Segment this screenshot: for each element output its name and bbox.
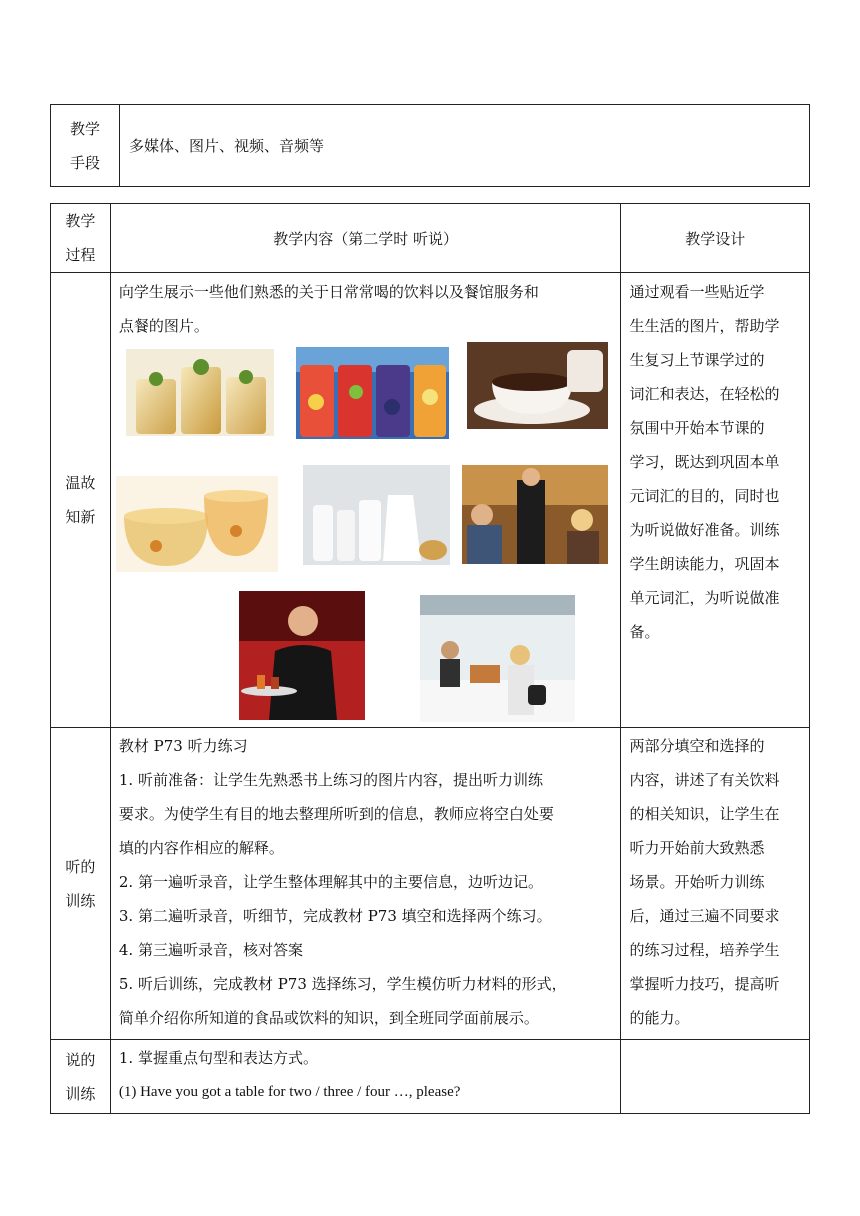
header-design bbox=[621, 204, 810, 273]
design-line: 学习，既达到巩固本单 bbox=[629, 453, 780, 471]
herbal-tea-photo bbox=[116, 476, 278, 572]
listening-line: 5. 听后训练，完成教材 P73 选择练习，学生模仿听力材料的形式， bbox=[118, 975, 567, 993]
teaching-means-table bbox=[50, 104, 810, 187]
teaching-means-label bbox=[51, 105, 120, 187]
speaking-label bbox=[51, 1040, 111, 1114]
header-process bbox=[51, 204, 111, 273]
design-line: 通过观看一些贴近学 bbox=[629, 283, 765, 301]
review-label bbox=[51, 273, 111, 728]
iced-tea-photo bbox=[126, 349, 274, 436]
milk-bottles-photo bbox=[303, 465, 450, 565]
fruit-drinks-photo bbox=[296, 347, 449, 439]
design-line: 氛围中开始本节课的 bbox=[629, 419, 765, 437]
speaking-row bbox=[51, 1040, 810, 1114]
design-line: 的练习过程，培养学生 bbox=[629, 941, 780, 959]
design-line: 后，通过三遍不同要求 bbox=[629, 907, 780, 925]
label-line: 教学 bbox=[69, 119, 100, 138]
header-content-text: 教学内容（第二学时 听说） bbox=[273, 229, 459, 248]
listening-label bbox=[51, 728, 111, 1040]
intro-line: 向学生展示一些他们熟悉的关于日常常喝的饮料以及餐馆服务和 bbox=[118, 283, 539, 301]
intro-line: 点餐的图片。 bbox=[118, 317, 209, 335]
design-line: 生生活的图片，帮助学 bbox=[629, 317, 780, 335]
design-line: 词汇和表达，在轻松的 bbox=[629, 385, 780, 403]
design-line: 备。 bbox=[629, 623, 660, 641]
header-row bbox=[51, 204, 810, 273]
listening-line: 要求。为使学生有目的地去整理所听到的信息，教师应将空白处要 bbox=[118, 805, 554, 823]
design-line: 两部分填空和选择的 bbox=[629, 737, 765, 755]
waiter-tray-photo bbox=[239, 591, 365, 720]
listening-content bbox=[110, 728, 621, 1040]
label-line: 温故 bbox=[65, 474, 96, 492]
design-line: 为听说做好准备。训练 bbox=[629, 521, 780, 539]
label-line: 训练 bbox=[65, 1084, 96, 1103]
label-line: 知新 bbox=[65, 508, 96, 526]
listening-line: 简单介绍你所知道的食品或饮料的知识，到全班同学面前展示。 bbox=[118, 1009, 539, 1027]
coffee-cup-photo bbox=[467, 342, 608, 429]
listening-line: 1. 听前准备：让学生先熟悉书上练习的图片内容，提出听力训练 bbox=[118, 771, 543, 789]
review-design bbox=[621, 273, 810, 728]
design-line: 单元词汇，为听说做准 bbox=[629, 589, 780, 607]
design-line: 掌握听力技巧，提高听 bbox=[629, 975, 780, 993]
speaking-line: 1. 掌握重点句型和表达方式。 bbox=[118, 1049, 318, 1067]
design-line: 内容，讲述了有关饮料 bbox=[629, 771, 780, 789]
label-line: 训练 bbox=[65, 891, 96, 910]
design-line: 生复习上节课学过的 bbox=[629, 351, 765, 369]
label-line: 手段 bbox=[69, 153, 100, 172]
header-line: 过程 bbox=[65, 246, 96, 264]
header-design-text: 教学设计 bbox=[685, 229, 746, 248]
listening-line: 4. 第三遍听录音，核对答案 bbox=[118, 941, 303, 959]
label-line: 听的 bbox=[65, 857, 96, 876]
speaking-content bbox=[110, 1040, 621, 1114]
restaurant-service-photo bbox=[462, 465, 608, 564]
listening-line: 3. 第二遍听录音，听细节，完成教材 P73 填空和选择两个练习。 bbox=[118, 907, 552, 925]
listening-line: 2. 第一遍听录音，让学生整体理解其中的主要信息，边听边记。 bbox=[118, 873, 543, 891]
design-line: 场景。开始听力训练 bbox=[629, 873, 765, 891]
listening-line: 教材 P73 听力练习 bbox=[118, 737, 248, 755]
speaking-design bbox=[621, 1040, 810, 1114]
design-line: 学生朗读能力，巩固本 bbox=[629, 555, 780, 573]
design-line: 元词汇的目的，同时也 bbox=[629, 487, 780, 505]
teaching-means-text: 多媒体、图片、视频、音频等 bbox=[129, 137, 325, 155]
label-line: 说的 bbox=[65, 1050, 96, 1069]
design-line: 的能力。 bbox=[629, 1009, 690, 1027]
design-line: 的相关知识，让学生在 bbox=[629, 805, 780, 823]
design-line: 听力开始前大致熟悉 bbox=[629, 839, 765, 857]
speaking-line: (1) Have you got a table for two / three / four …, please? bbox=[118, 1084, 461, 1100]
header-content bbox=[110, 204, 621, 273]
listening-design bbox=[621, 728, 810, 1040]
listening-row bbox=[51, 728, 810, 1040]
header-line: 教学 bbox=[65, 212, 96, 230]
cafe-counter-photo bbox=[420, 595, 575, 722]
listening-line: 填的内容作相应的解释。 bbox=[118, 839, 284, 857]
teaching-means-content bbox=[120, 105, 810, 187]
